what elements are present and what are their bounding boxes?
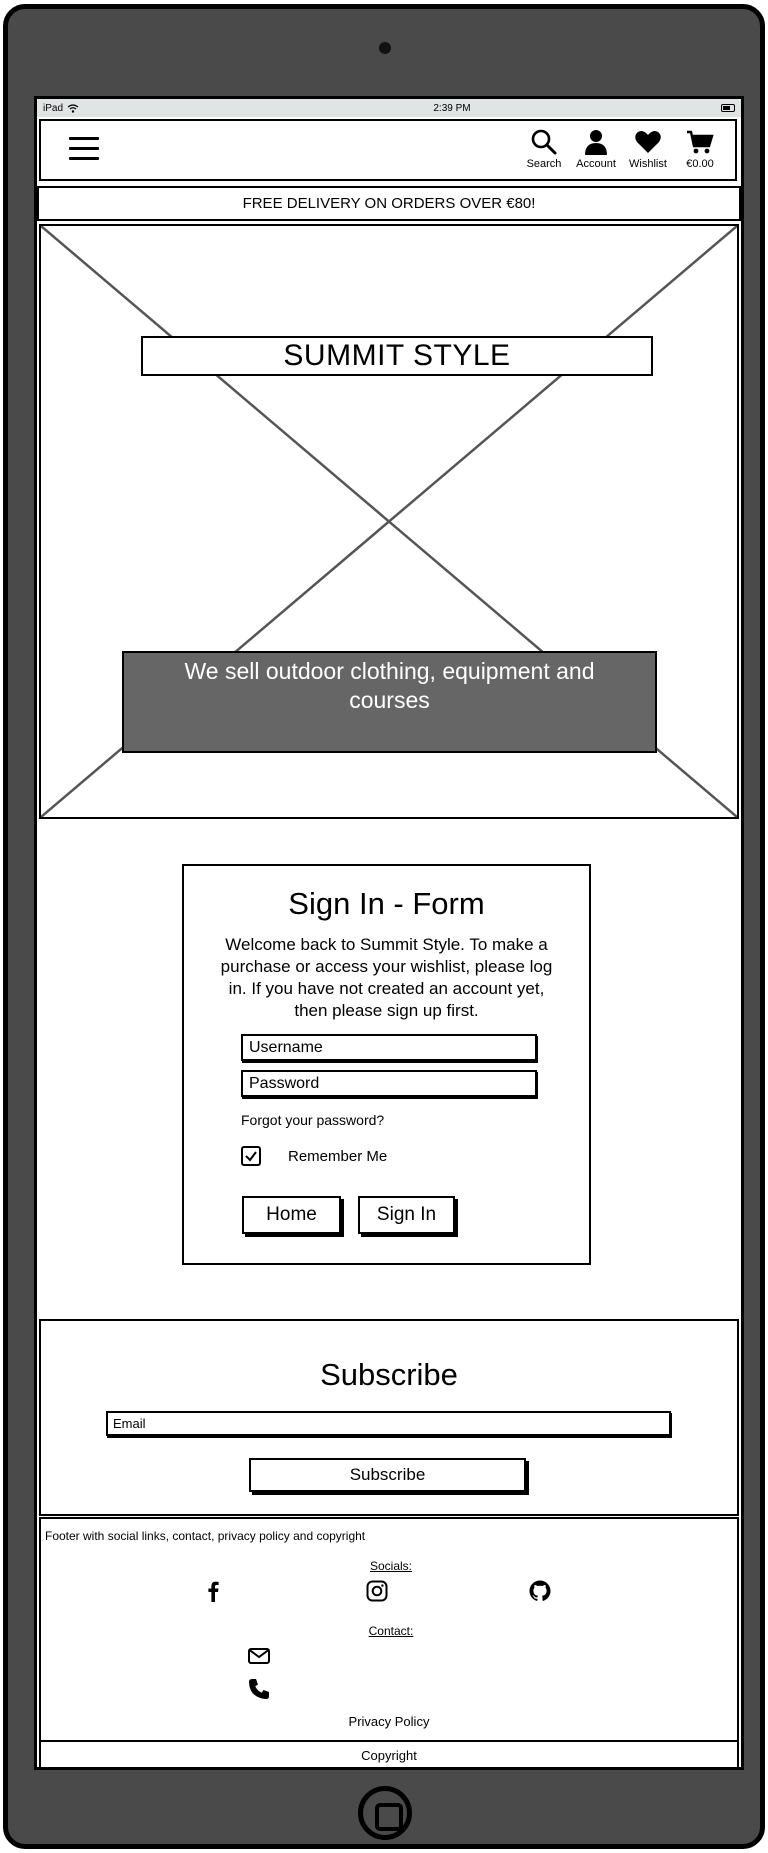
- nav-search-label: Search: [526, 158, 562, 170]
- header-nav: [523, 128, 721, 170]
- nav-account-label: Account: [576, 158, 616, 170]
- status-bar: [37, 99, 741, 117]
- site-footer: [39, 1517, 739, 1742]
- nav-wishlist[interactable]: [627, 128, 669, 170]
- copyright-bar: Copyright: [39, 1740, 739, 1770]
- instagram-icon[interactable]: [365, 1579, 389, 1603]
- remember-me-checkbox[interactable]: [241, 1146, 261, 1166]
- device-label: iPad: [43, 102, 64, 114]
- check-icon: [244, 1149, 258, 1163]
- nav-search[interactable]: [523, 128, 565, 170]
- nav-account[interactable]: [575, 128, 617, 170]
- cart-icon: [686, 128, 714, 156]
- screen: [34, 96, 744, 1770]
- home-button[interactable]: Home: [242, 1196, 341, 1234]
- status-time: 2:39 PM: [433, 102, 471, 114]
- facebook-icon[interactable]: [201, 1579, 225, 1603]
- subscribe-section: [39, 1319, 739, 1516]
- password-input[interactable]: Password: [241, 1070, 537, 1097]
- hero-image-placeholder: [39, 224, 739, 819]
- wifi-icon: [67, 104, 79, 113]
- footer-note: Footer with social links, contact, privacy policy and copyright: [45, 1529, 366, 1543]
- signin-title: Sign In - Form: [288, 886, 485, 921]
- subscribe-button[interactable]: Subscribe: [249, 1458, 526, 1492]
- privacy-policy-link[interactable]: Privacy Policy: [348, 1714, 430, 1729]
- nav-wishlist-label: Wishlist: [629, 158, 667, 170]
- delivery-banner: FREE DELIVERY ON ORDERS OVER €80!: [37, 186, 741, 221]
- remember-me[interactable]: [241, 1146, 387, 1166]
- email-icon[interactable]: [247, 1644, 271, 1668]
- github-icon[interactable]: [528, 1579, 552, 1603]
- nav-cart[interactable]: [679, 128, 721, 170]
- ipad-frame: [3, 4, 765, 1849]
- contact-label: Contact:: [368, 1624, 414, 1638]
- hamburger-menu-icon[interactable]: [69, 137, 99, 163]
- socials-label: Socials:: [369, 1559, 413, 1573]
- home-hardware-button[interactable]: [358, 1786, 412, 1840]
- forgot-password-link[interactable]: Forgot your password?: [241, 1112, 385, 1128]
- site-header: [39, 119, 737, 181]
- signin-button[interactable]: Sign In: [358, 1196, 455, 1234]
- heart-icon: [634, 128, 662, 156]
- signin-form: [182, 864, 591, 1265]
- search-icon: [530, 128, 558, 156]
- hero-title: SUMMIT STYLE: [141, 336, 653, 376]
- battery-icon: [721, 104, 735, 112]
- hero-tagline: We sell outdoor clothing, equipment and courses: [122, 651, 657, 753]
- username-input[interactable]: Username: [241, 1034, 537, 1061]
- remember-me-label: Remember Me: [288, 1147, 388, 1165]
- camera-dot: [379, 42, 391, 54]
- nav-cart-total: €0.00: [686, 158, 714, 170]
- subscribe-title: Subscribe: [320, 1357, 458, 1392]
- signin-intro: Welcome back to Summit Style. To make a purchase or access your wishlist, please log in. If you have not created an account yet, then please sign up first.: [220, 935, 553, 1021]
- phone-icon[interactable]: [247, 1677, 271, 1701]
- subscribe-email-input[interactable]: Email: [106, 1411, 671, 1436]
- user-icon: [582, 128, 610, 156]
